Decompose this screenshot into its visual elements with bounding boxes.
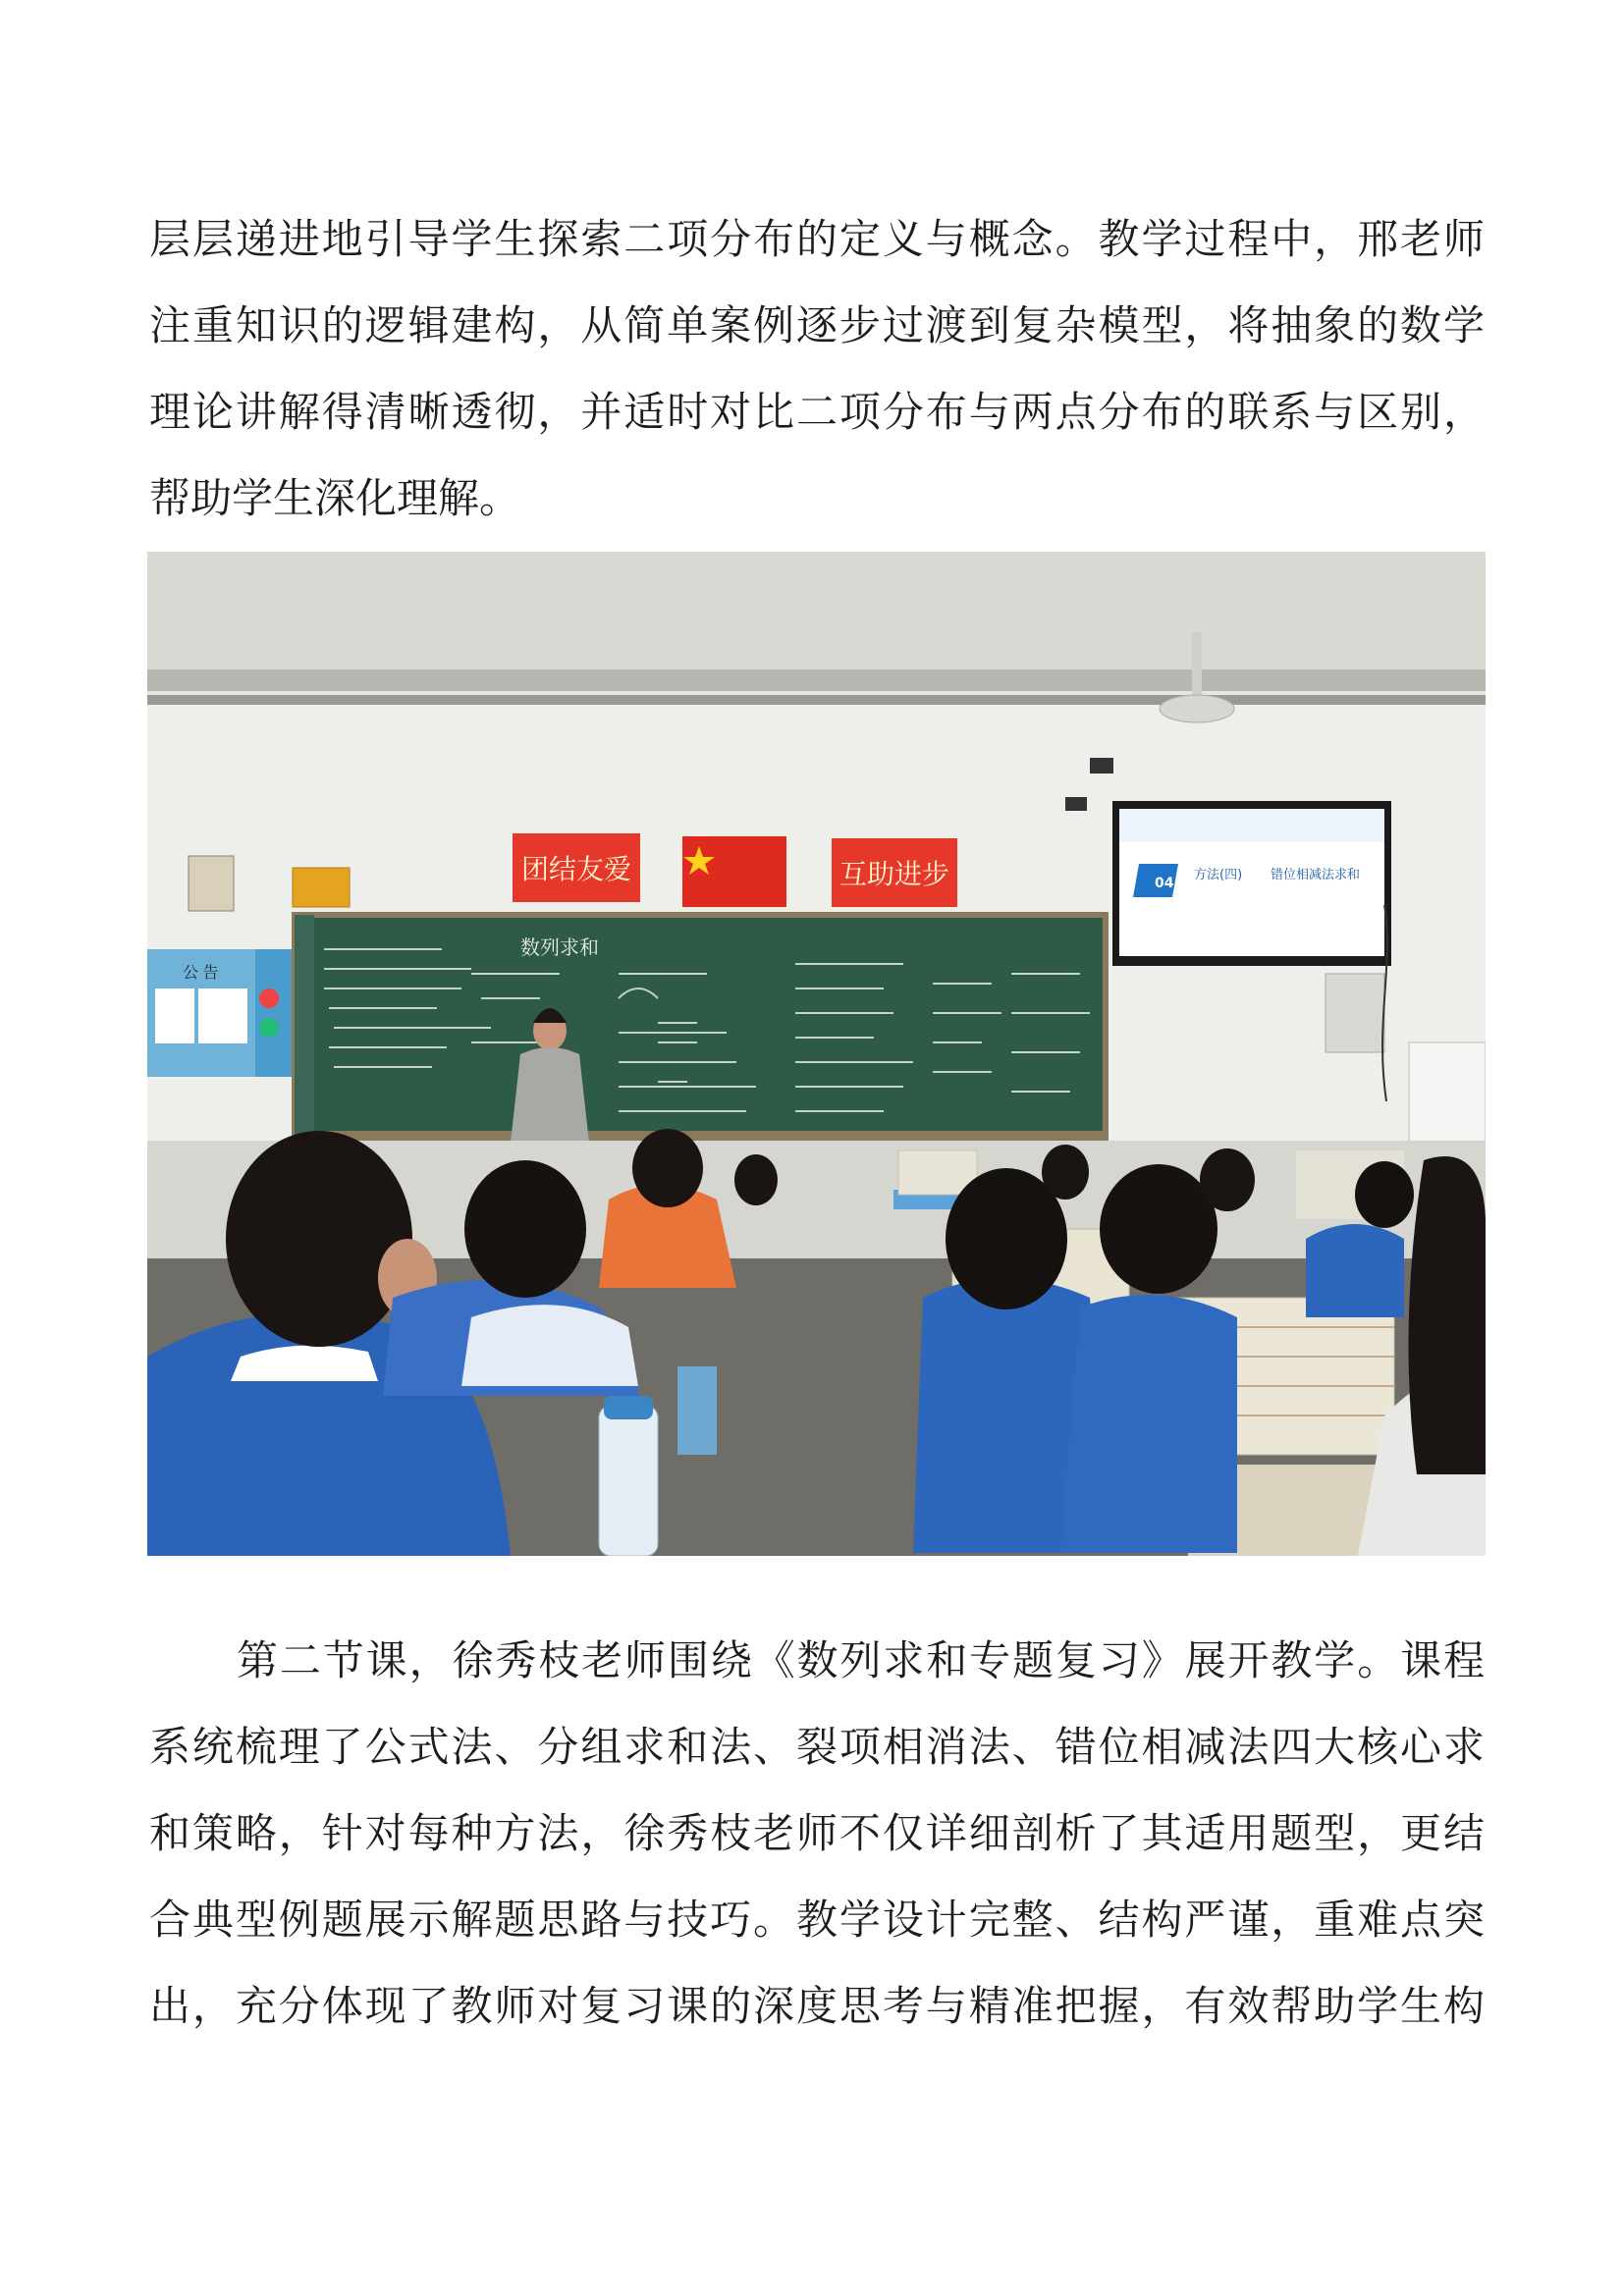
tv-screen <box>1112 801 1391 966</box>
banner-right-text: 互助进步 <box>839 858 950 890</box>
classroom-photo <box>147 552 1486 1556</box>
paragraph-line: 系统梳理了公式法、分组求和法、裂项相消法、错位相减法四大核心求 <box>149 1723 1485 1771</box>
notice-board <box>147 949 295 1077</box>
paragraph-line: 层层递进地引导学生探索二项分布的定义与概念。教学过程中，邢老师 <box>149 215 1485 263</box>
chinese-flag <box>682 836 786 907</box>
slide-method: 方法(四) <box>1194 868 1243 882</box>
camera-icon <box>1090 758 1113 774</box>
banner-right <box>832 838 957 907</box>
paragraph-line: 和策略，针对每种方法，徐秀枝老师不仅详细剖析了其适用题型，更结 <box>149 1809 1485 1857</box>
paragraph-line: 第二节课，徐秀枝老师围绕《数列求和专题复习》展开教学。课程 <box>237 1636 1485 1684</box>
paragraph-line: 帮助学生深化理解。 <box>149 474 521 522</box>
banner-left-text: 团结友爱 <box>520 853 632 885</box>
wall-clock <box>189 856 234 911</box>
notice-board-label: 公 告 <box>183 965 219 982</box>
blackboard-title: 数列求和 <box>520 935 599 959</box>
blackboard <box>295 915 1106 1141</box>
slide-title: 错位相减法求和 <box>1271 868 1361 882</box>
banner-left <box>513 833 640 902</box>
paragraph-line: 理论讲解得清晰透彻，并适时对比二项分布与两点分布的联系与区别， <box>149 388 1485 436</box>
paragraph-line: 合典型例题展示解题思路与技巧。教学设计完整、结构严谨，重难点突 <box>149 1896 1485 1944</box>
paragraph-line: 注重知识的逻辑建构，从简单案例逐步过渡到复杂模型，将抽象的数学 <box>149 301 1485 349</box>
paragraph-line: 出，充分体现了教师对复习课的深度思考与精准把握，有效帮助学生构 <box>149 1982 1485 2030</box>
slide-number: 04 <box>1155 876 1174 891</box>
